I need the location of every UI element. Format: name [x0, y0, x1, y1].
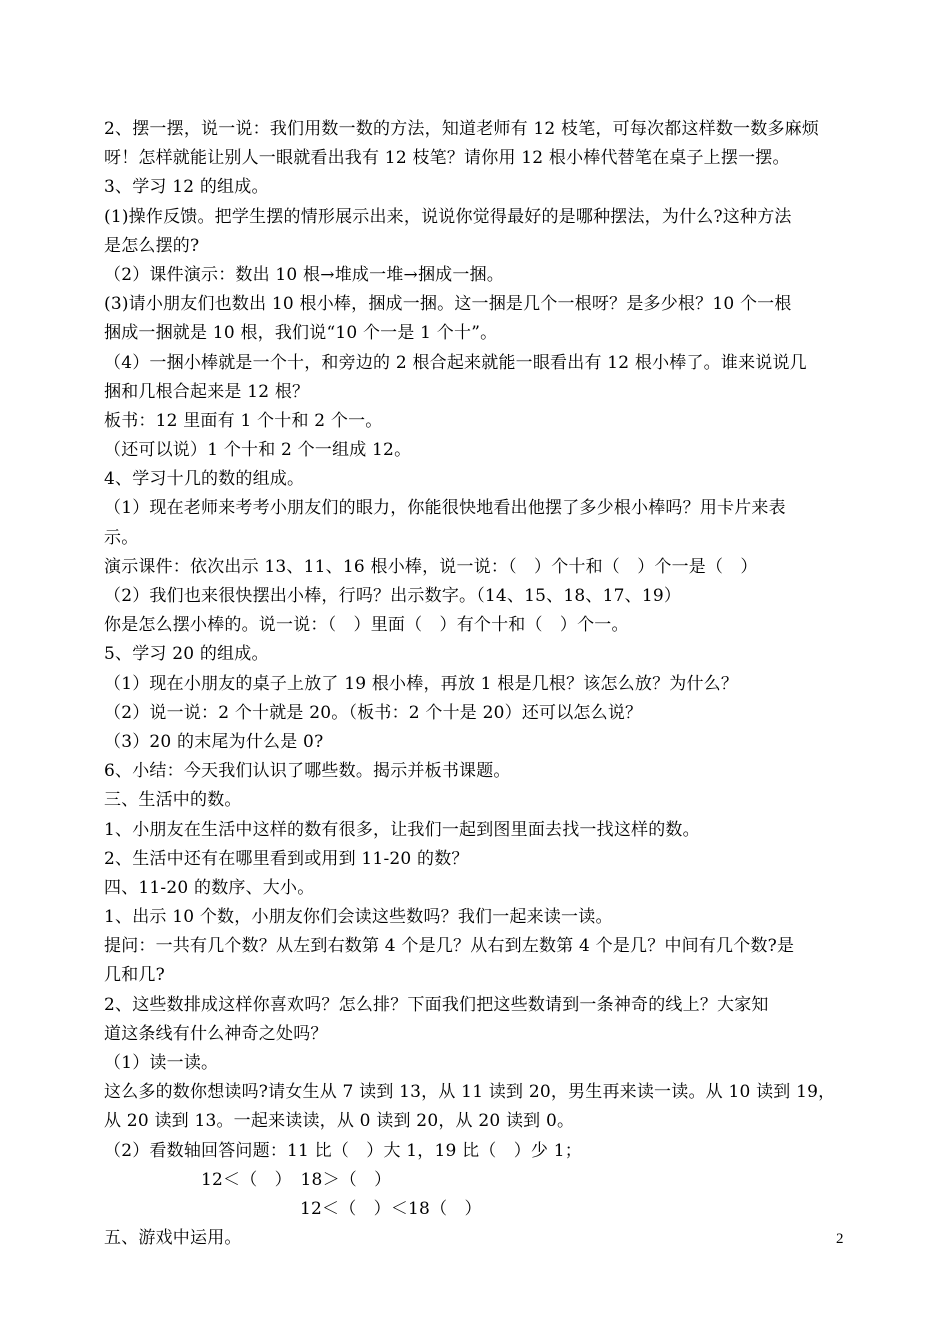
text-line: 1、出示 10 个数，小朋友你们会读这些数吗？我们一起来读一读。: [104, 907, 613, 928]
text-line: （4）一捆小棒就是一个十，和旁边的 2 根合起来就能一眼看出有 12 根小棒了。谁来说说几: [104, 352, 807, 373]
text-line: 2、摆一摆，说一说：我们用数一数的方法，知道老师有 12 枝笔，可每次都这样数一数多麻烦: [104, 119, 820, 139]
text-line: 2、这些数排成这样你喜欢吗？怎么排？下面我们把这些数请到一条神奇的线上？大家知: [104, 994, 769, 1015]
text-line: 示。: [104, 527, 139, 548]
text-line: 你是怎么摆小棒的。说一说：（ ）里面（ ）有个十和（ ）个一。: [104, 615, 629, 636]
text-line: 几和几?: [104, 965, 165, 986]
text-line: （还可以说）1 个十和 2 个一组成 12。: [104, 440, 412, 461]
text-line: 提问：一共有几个数？从左到右数第 4 个是几？从右到左数第 4 个是几？中间有几个数?是: [104, 936, 795, 957]
text-line: 捆和几根合起来是 12 根？: [104, 381, 310, 402]
text-line: （1）读一读。: [104, 1053, 219, 1073]
text-line: 是怎么摆的?: [104, 235, 200, 256]
text-line: 捆成一捆就是 10 根，我们说“10 个一是 1 个十”。: [104, 323, 498, 344]
section-heading: 五、游戏中运用。: [104, 1228, 242, 1249]
text-line: 从 20 读到 13。一起来读读，从 0 读到 20，从 20 读到 0。: [104, 1111, 575, 1132]
text-line: （2）课件演示：数出 10 根→堆成一堆→捆成一捆。: [104, 264, 504, 285]
text-line: （2）看数轴回答问题：11 比（ ）大 1，19 比（ ）少 1；: [104, 1140, 582, 1161]
comparison-line: 12＜（ ） 18＞（ ）: [201, 1169, 392, 1190]
text-line: 1、小朋友在生活中这样的数有很多，让我们一起到图里面去找一找这样的数。: [104, 819, 700, 840]
text-line: 板书：12 里面有 1 个十和 2 个一。: [104, 410, 383, 431]
section-heading: 3、学习 12 的组成。: [104, 177, 269, 198]
text-line: （1）现在老师来考考小朋友们的眼力，你能很快地看出他摆了多少根小棒吗？用卡片来表: [104, 498, 786, 519]
text-line: 2、生活中还有在哪里看到或用到 11-20 的数？: [104, 848, 469, 869]
section-heading: 4、学习十几的数的组成。: [104, 469, 305, 490]
section-heading: 三、生活中的数。: [104, 790, 242, 811]
text-line: 6、小结：今天我们认识了哪些数。揭示并板书课题。: [104, 761, 511, 782]
document-body: [104, 115, 854, 1253]
text-line: (3)请小朋友们也数出 10 根小棒，捆成一捆。这一捆是几个一根呀？是多少根？10 个一根: [104, 294, 792, 315]
text-line: 呀！怎样就能让别人一眼就看出我有 12 枝笔？请你用 12 根小棒代替笔在桌子上摆一摆。: [104, 148, 790, 169]
text-line: 道这条线有什么神奇之处吗？: [104, 1023, 328, 1044]
page-number: 2: [836, 1231, 844, 1247]
section-heading: 四、11-20 的数序、大小。: [104, 877, 315, 898]
comparison-line: 12＜（ ）＜18（ ）: [300, 1198, 482, 1219]
text-line: （2）说一说：2 个十就是 20。（板书：2 个十是 20）还可以怎么说？: [104, 702, 643, 723]
text-line: 这么多的数你想读吗?请女生从 7 读到 13，从 11 读到 20，男生再来读一读。从 10 读到 19，: [104, 1082, 836, 1103]
text-line: （1）现在小朋友的桌子上放了 19 根小棒，再放 1 根是几根？该怎么放？为什么？: [104, 673, 739, 694]
section-heading: 5、学习 20 的组成。: [104, 644, 269, 665]
text-line: （3）20 的末尾为什么是 0?: [104, 731, 324, 752]
text-line: (1)操作反馈。把学生摆的情形展示出来，说说你觉得最好的是哪种摆法，为什么?这种方法: [104, 206, 792, 227]
text-line: （2）我们也来很快摆出小棒，行吗？出示数字。（14、15、18、17、19）: [104, 586, 682, 606]
text-line: 演示课件：依次出示 13、11、16 根小棒，说一说：（ ）个十和（ ）个一是（ ）: [104, 556, 758, 577]
